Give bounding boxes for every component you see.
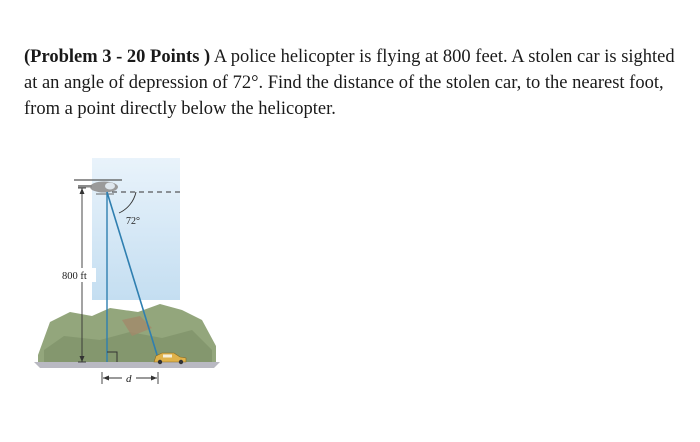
diagram-svg xyxy=(30,150,230,390)
helicopter-diagram xyxy=(30,150,230,390)
height-label: 800 ft xyxy=(62,271,87,282)
problem-statement xyxy=(24,44,684,122)
sky-background xyxy=(92,158,180,300)
ground xyxy=(34,362,220,368)
problem-label: (Problem 3 - 20 Points ) xyxy=(24,47,211,67)
angle-label: 72° xyxy=(126,216,140,227)
distance-label: d xyxy=(126,373,132,385)
problem-text: A police helicopter is flying at 800 feet. A stolen car is sighted at an angle of depression of 72°. Find the distance of the stolen car, to the nearest foot, from a point directly below the helicopter. xyxy=(24,47,675,119)
